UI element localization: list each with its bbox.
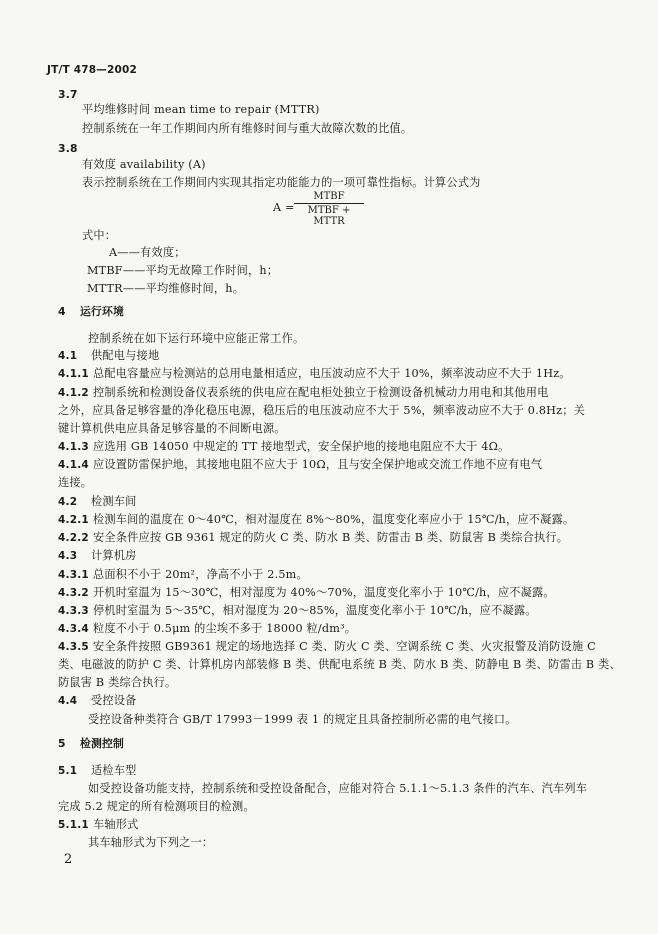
paragraph: 其车轴形式为下列之一： [88, 836, 214, 849]
clause [58, 457, 542, 473]
clause-text: 防鼠害 B 类综合执行。 [58, 676, 177, 689]
clause-text: 粒度不小于 0.5μm 的尘埃不多于 18000 粒/dm³。 [93, 622, 357, 635]
clause-text: 类、电磁波的防护 C 类、计算机房内部装修 B 类、供配电系统 B 类、防水 B 类、防静电 B 类、防雷击 B 类、 [58, 658, 621, 671]
paragraph: 控制系统在如下运行环境中应能正常工作。 [88, 332, 305, 345]
where-label: 式中： [82, 229, 117, 242]
clause-number: 3.7 [58, 88, 78, 101]
subsection-number: 4.1 [58, 350, 78, 362]
clause-number: 4.1.4 [58, 459, 89, 471]
clause-text: 停机时室温为 5～35℃，相对湿度为 20～85%，温度变化率小于 10℃/h，应不凝露。 [93, 604, 537, 617]
clause-number: 4.1.2 [58, 387, 89, 399]
fraction-bar [294, 203, 364, 204]
variable-definition: MTBF——平均无故障工作时间，h； [87, 264, 279, 277]
formula-fraction [294, 191, 364, 227]
clause-number: 4.1.1 [58, 368, 89, 380]
paragraph: 受控设备种类符合 GB/T 17993－1999 表 1 的规定且具备控制所必需的电气接口。 [88, 713, 517, 726]
section-number: 4 [58, 305, 66, 318]
section-heading [58, 736, 124, 751]
clause [58, 567, 308, 583]
clause [58, 603, 537, 619]
clause-text: 总面积不小于 20m²，净高不小于 2.5m。 [93, 568, 308, 581]
clause-number: 4.3.3 [58, 605, 89, 617]
clause-number: 4.3.1 [58, 569, 89, 581]
subsection-heading [58, 548, 137, 564]
variable-definition: MTTR——平均维修时间，h。 [87, 282, 245, 295]
standard-code: JT/T 478—2002 [47, 64, 137, 76]
section-title: 运行环境 [80, 305, 124, 318]
subsection-title: 车轴形式 [93, 818, 139, 831]
clause [58, 439, 509, 455]
clause [58, 639, 596, 655]
subsection-title: 受控设备 [91, 694, 137, 707]
subsection-heading [58, 693, 137, 709]
clause-text: 检测车间的温度在 0～40℃，相对湿度在 8%～80%，温度变化率应小于 15℃/h，应不凝露。 [93, 513, 575, 526]
subsection-heading [58, 494, 137, 510]
clause-text: 键计算机供电应具备足够容量的不间断电源。 [58, 422, 286, 435]
paragraph: 完成 5.2 规定的所有检测项目的检测。 [58, 800, 255, 813]
subsection-number: 5.1.1 [58, 819, 89, 831]
clause-number: 4.3.5 [58, 641, 89, 653]
clause-text: 开机时室温为 15～30℃，相对湿度为 40%～70%，温度变化率小于 10℃/h，应不凝露。 [93, 586, 555, 599]
clause-text: 连接。 [58, 476, 93, 489]
subsection-title: 适检车型 [91, 764, 137, 777]
formula-lhs: A = [273, 201, 295, 214]
clause-text: 应选用 GB 14050 中规定的 TT 接地型式，安全保护地的接地电阻应不大于 4Ω。 [93, 440, 510, 453]
clause-number: 4.1.3 [58, 441, 89, 453]
subsection-number: 4.4 [58, 695, 78, 707]
term-title: 平均维修时间 mean time to repair (MTTR) [82, 103, 320, 116]
clause-number: 4.2.2 [58, 532, 89, 544]
subsection-number: 4.3 [58, 550, 78, 562]
clause-text: 之外，应具备足够容量的净化稳压电源，稳压后的电压波动应不大于 5%，频率波动应不大于 0.8Hz；关 [58, 404, 585, 417]
clause [58, 621, 356, 637]
subsection-number: 4.2 [58, 496, 78, 508]
subsection-heading [58, 763, 137, 779]
subsection-heading [58, 348, 159, 364]
clause-text: 安全条件应按 GB 9361 规定的防火 C 类、防水 B 类、防雷击 B 类、防鼠害 B 类综合执行。 [93, 531, 569, 544]
section-heading [58, 304, 124, 319]
clause-number: 4.2.1 [58, 514, 89, 526]
subsection-title: 计算机房 [91, 549, 137, 562]
section-title: 检测控制 [80, 737, 124, 750]
term-title: 有效度 availability (A) [82, 158, 206, 171]
term-definition: 控制系统在一年工作期间内所有维修时间与重大故障次数的比值。 [82, 122, 413, 135]
clause-text: 控制系统和检测设备仪表系统的供电应在配电柜处独立于检测设备机械动力用电和其他用电 [93, 386, 549, 399]
formula-numerator: MTBF [313, 191, 345, 202]
variable-definition: A——有效度； [109, 246, 186, 259]
subsection-title: 供配电与接地 [91, 349, 160, 362]
clause-text: 应设置防雷保护地，其接地电阻不应大于 10Ω，且与安全保护地或交流工作地不应有电气 [93, 458, 543, 471]
page-number: 2 [64, 852, 73, 867]
paragraph: 如受控设备功能支持，控制系统和受控设备配合，应能对符合 5.1.1～5.1.3 条件的汽车、汽车列车 [88, 782, 588, 795]
clause-number: 4.3.4 [58, 623, 89, 635]
clause-text: 安全条件按照 GB9361 规定的场地选择 C 类、防火 C 类、空调系统 C 类、火灾报警及消防设施 C [93, 640, 596, 653]
clause [58, 366, 571, 382]
clause [58, 512, 574, 528]
term-definition: 表示控制系统在工作期间内实现其指定功能能力的一项可靠性指标。计算公式为 [82, 176, 481, 189]
section-number: 5 [58, 737, 66, 750]
subsection-title: 检测车间 [91, 495, 137, 508]
clause-number: 4.3.2 [58, 587, 89, 599]
formula-denominator: MTBF + MTTR [307, 205, 351, 227]
clause-text: 总配电容量应与检测站的总用电量相适应，电压波动应不大于 10%，频率波动应不大于 1Hz。 [93, 367, 571, 380]
clause [58, 530, 568, 546]
clause [58, 585, 555, 601]
clause [58, 385, 549, 401]
subsection-heading [58, 817, 139, 833]
subsection-number: 5.1 [58, 765, 78, 777]
clause-number: 3.8 [58, 142, 78, 155]
